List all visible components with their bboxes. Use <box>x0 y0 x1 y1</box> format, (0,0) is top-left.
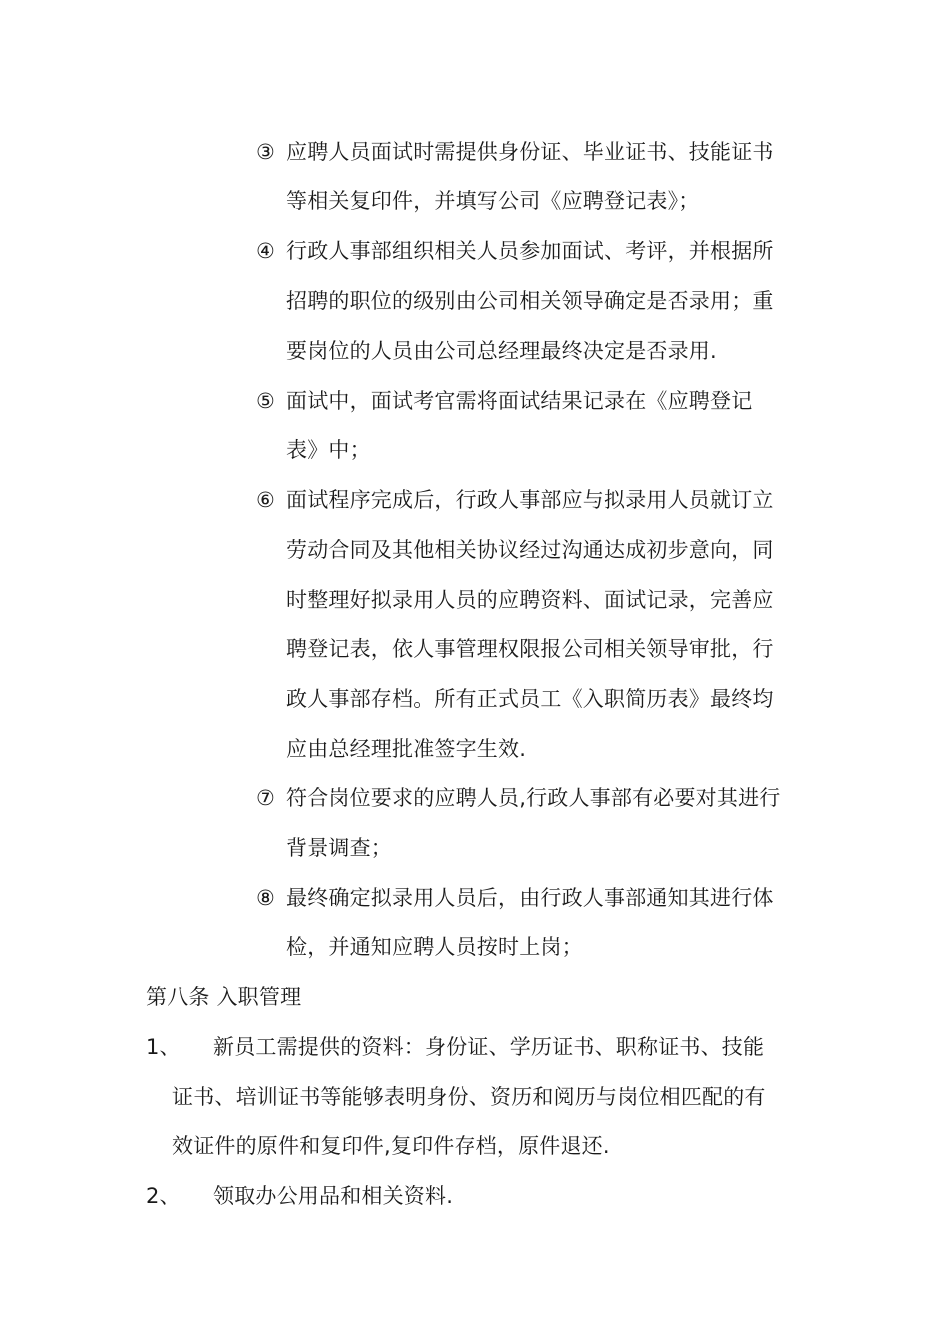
item-4-marker: ④ <box>256 239 276 263</box>
section-title: 第八条 入职管理 <box>146 985 302 1009</box>
entry-2-marker: 2、 <box>146 1184 181 1208</box>
item-6-line-3: 时整理好拟录用人员的应聘资料、面试记录，完善应 <box>286 588 774 612</box>
item-6-line-5: 政人事部存档。所有正式员工《入职简历表》最终均 <box>286 687 774 711</box>
item-4-line-1: ④ 行政人事部组织相关人员参加面试、考评，并根据所 <box>256 236 774 266</box>
item-6-line-6: 应由总经理批准签字生效. <box>286 737 527 761</box>
item-7-line-1: ⑦ 符合岗位要求的应聘人员,行政人事部有必要对其进行 <box>256 783 780 813</box>
item-6-line-4: 聘登记表，依人事管理权限报公司相关领导审批，行 <box>286 637 774 661</box>
item-8-marker: ⑧ <box>256 886 276 910</box>
item-5-marker: ⑤ <box>256 389 276 413</box>
entry-1-line-2: 证书、培训证书等能够表明身份、资历和阅历与岗位相匹配的有 <box>172 1085 766 1109</box>
item-4-line-3: 要岗位的人员由公司总经理最终决定是否录用. <box>286 339 717 363</box>
item-4-line-2: 招聘的职位的级别由公司相关领导确定是否录用；重 <box>286 289 774 313</box>
item-8-line-2: 检，并通知应聘人员按时上岗； <box>286 935 583 959</box>
item-3-line-1: ③ 应聘人员面试时需提供身份证、毕业证书、技能证书 <box>256 137 774 167</box>
item-3-line-2: 等相关复印件，并填写公司《应聘登记表》； <box>286 189 700 213</box>
entry-1-line-1: 1、 新员工需提供的资料：身份证、学历证书、职称证书、技能 <box>146 1032 764 1062</box>
item-5-line-2: 表》中； <box>286 438 371 462</box>
item-5-line-1: ⑤ 面试中，面试考官需将面试结果记录在《应聘登记 <box>256 386 752 416</box>
item-6-line-2: 劳动合同及其他相关协议经过沟通达成初步意向，同 <box>286 538 774 562</box>
entry-1-line-3: 效证件的原件和复印件,复印件存档，原件退还. <box>172 1134 610 1158</box>
item-7-marker: ⑦ <box>256 786 276 810</box>
item-8-line-1: ⑧ 最终确定拟录用人员后，由行政人事部通知其进行体 <box>256 883 774 913</box>
entry-2-line-1: 2、 领取办公用品和相关资料. <box>146 1181 453 1211</box>
item-3-marker: ③ <box>256 140 276 164</box>
item-6-marker: ⑥ <box>256 488 276 512</box>
entry-1-marker: 1、 <box>146 1035 181 1059</box>
item-6-line-1: ⑥ 面试程序完成后，行政人事部应与拟录用人员就订立 <box>256 485 774 515</box>
item-7-line-2: 背景调查； <box>286 836 392 860</box>
